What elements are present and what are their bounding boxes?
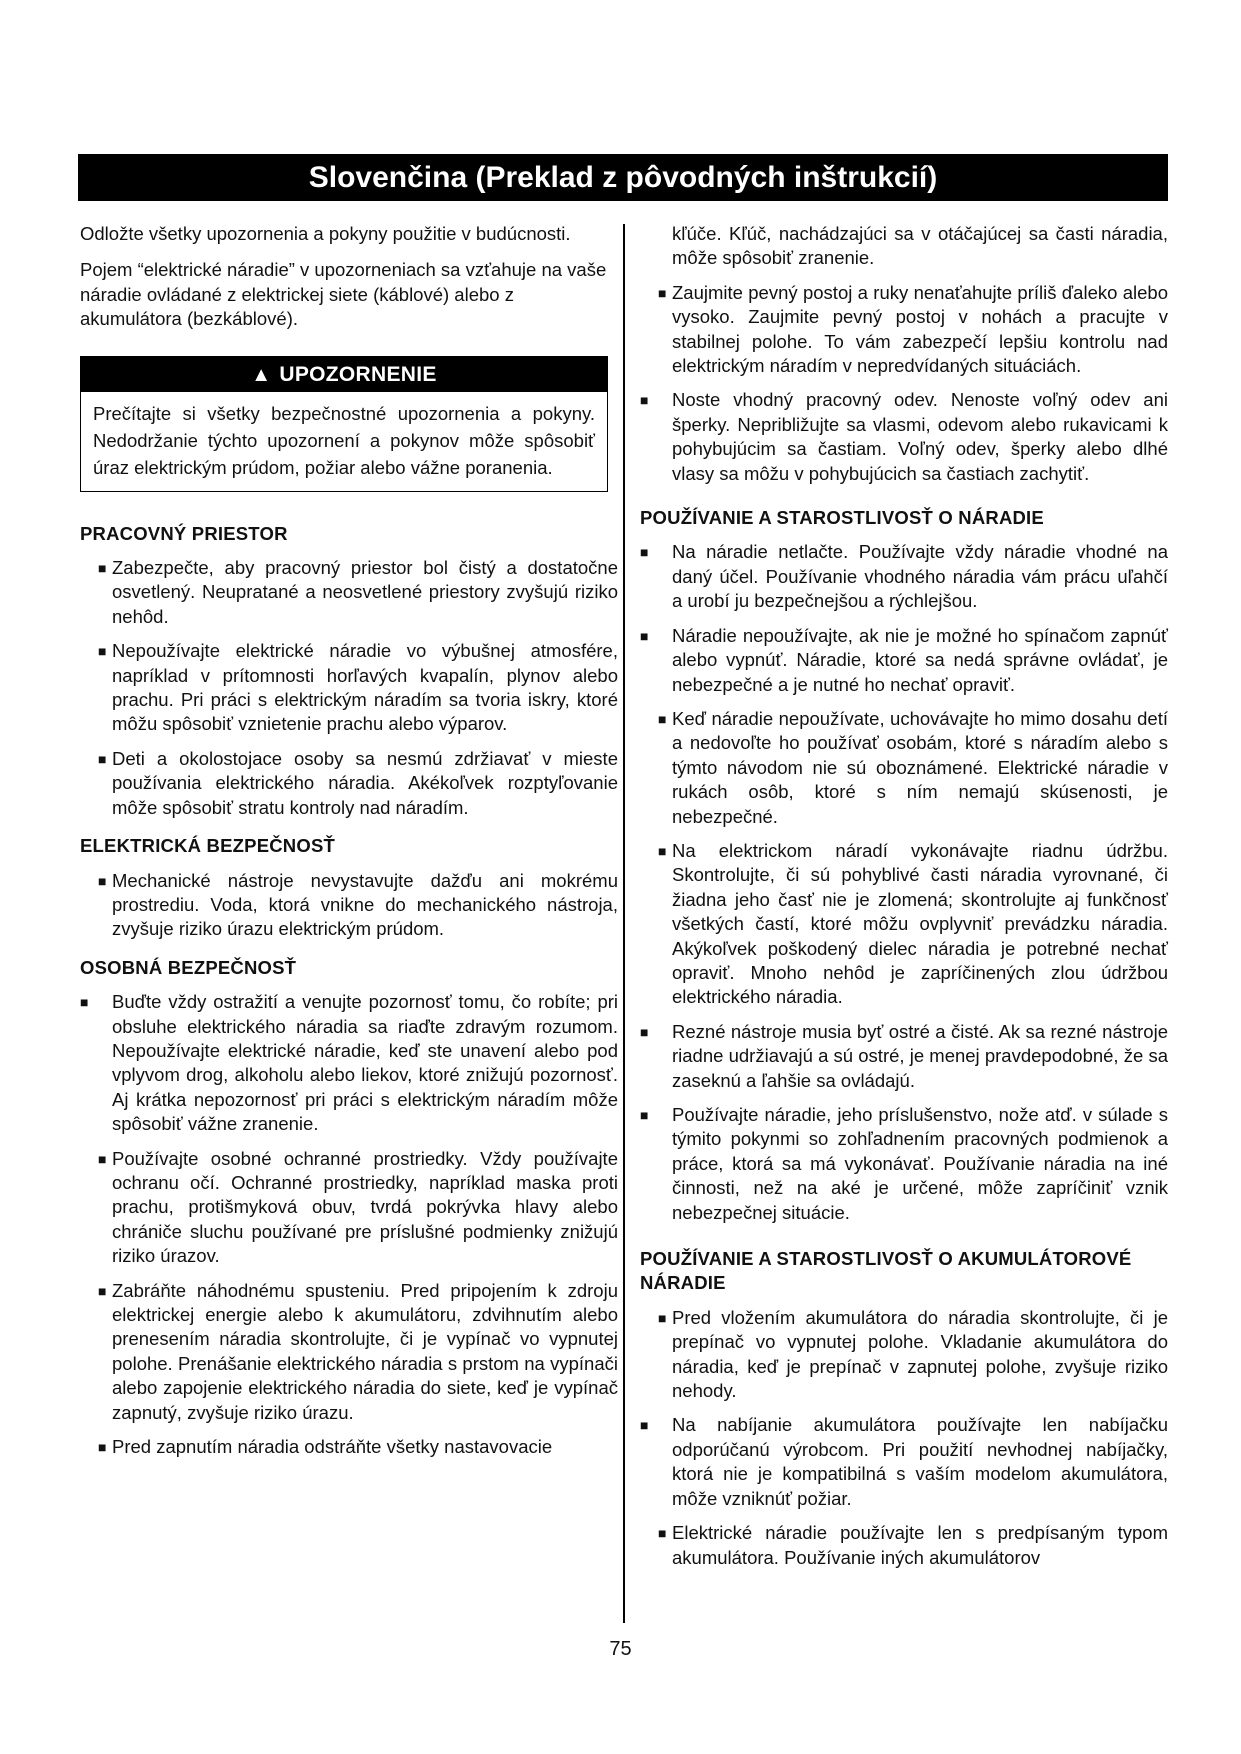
left-column — [80, 222, 618, 1469]
bullet-icon: ■ — [658, 710, 667, 727]
section-heading-work-area: PRACOVNÝ PRIESTOR — [80, 522, 288, 544]
list-item: ■ Zabezpečte, aby pracovný priestor bol čistý a dostatočne osvetlený. Neupratané a neosvetlené priestory zvyšujú riziko nehôd. — [98, 557, 618, 627]
bullet-icon: ■ — [658, 1309, 667, 1326]
warning-header — [81, 357, 607, 392]
list-item: ■ Nepoužívajte elektrické náradie vo výbušnej atmosfére, napríklad v prítomnosti horľavých kvapalín, plynov alebo prachu. Pri práci s elektrickým náradím sa tvoria iskry, ktoré môžu spôsobiť vznietenie prachu alebo výparov. — [98, 640, 618, 735]
bullet-icon: ■ — [640, 1417, 649, 1434]
bullet-icon: ■ — [98, 750, 107, 767]
bullet-icon: ■ — [98, 872, 107, 889]
list-item: ■ Používajte osobné ochranné prostriedky. Vždy používajte ochranu očí. Ochranné prostriedky, napríklad maska proti prachu, protišmyková obuv, tvrdá pokrývka hlavy alebo chrániče sluchu používané pre príslušné podmienky znižujú riziko úrazov. — [98, 1147, 618, 1267]
list-item: ■ Zaujmite pevný postoj a ruky nenaťahujte príliš ďaleko alebo vysoko. Zaujmite pevný postoj v nohách a pracujte v stabilnej polohe. To vám zabezpečí lepšiu kontrolu nad elektrickým náradím v nepredvídaných situáciách. — [658, 281, 1168, 377]
list-item: ■ Keď náradie nepoužívate, uchovávajte ho mimo dosahu detí a nedovoľte ho používať osobám, ktoré s náradím alebo s týmto návodom nie sú oboznámené. Elektrické náradie v rukách osôb, ktoré s ním nemajú skúsenosti, je nebezpečné. — [658, 707, 1168, 827]
warning-box — [80, 356, 608, 492]
bullet-icon: ■ — [658, 284, 667, 301]
column-divider — [623, 224, 625, 1623]
bullet-icon: ■ — [640, 392, 649, 409]
right-column — [640, 222, 1168, 1580]
list-item: ■ Deti a okolostojace osoby sa nesmú zdržiavať v mieste používania elektrického náradia. Akékoľvek rozptyľovanie môže spôsobiť stratu kontroly nad náradím. — [98, 747, 618, 818]
bullet-icon: ■ — [98, 1439, 107, 1456]
list-item: ■ Pred zapnutím náradia odstráňte všetky nastavovacie — [80, 1435, 618, 1459]
bullet-icon: ■ — [98, 1282, 107, 1299]
continuation-text: kľúče. Kľúč, nachádzajúci sa v otáčajúcej sa časti náradia, môže spôsobiť zranenie. — [672, 223, 1168, 269]
list-item: ■ Na nabíjanie akumulátora používajte len nabíjačku odporúčanú výrobcom. Pri použití nevhodnej nabíjačky, ktorá nie je kompatibilná s vaším modelom akumulátora, môže vzniknúť požiar. — [640, 1414, 1168, 1509]
list-item: ■ Pred vložením akumulátora do náradia skontrolujte, či je prepínač vo vypnutej polohe. Vkladanie akumulátora do náradia, keď je prepínač v zapnutej polohe, zvyšuje riziko nehody. — [658, 1306, 1168, 1402]
bullet-icon: ■ — [640, 627, 649, 644]
list-item: ■ Zabráňte náhodnému spusteniu. Pred pripojením k zdroju elektrickej energie alebo k akumulátoru, zdvihnutím alebo prenesením náradia skontrolujte, či je vypínač vo vypnutej polohe. Prenášanie elektrického náradia s prstom na vypínači alebo zapojenie elektrického náradia do siete, keď je vypínač zapnutý, zvyšuje riziko úrazu. — [98, 1279, 618, 1423]
list-item: ■ Rezné nástroje musia byť ostré a čisté. Ak sa rezné nástroje riadne udržiavajú a sú ostré, je menej pravdepodobné, že sa zaseknú a ľahšie sa ovládajú. — [640, 1020, 1168, 1091]
bullet-icon: ■ — [640, 1023, 649, 1040]
list-item: ■ Buďte vždy ostražití a venujte pozornosť tomu, čo robíte; pri obsluhe elektrického náradia sa riaďte zdravým rozumom. Nepoužívajte elektrické náradie, keď ste unavení alebo pod vplyvom drog, alkoholu alebo liekov, ktoré znižujú pozornosť. Aj krátka nepozornosť pri práci s elektrickým náradím môže spôsobiť vážne zranenie. — [80, 991, 618, 1135]
bullet-icon: ■ — [640, 544, 649, 561]
list-item: ■ Mechanické nástroje nevystavujte dažďu ani mokrému prostrediu. Voda, ktorá vnikne do mechanického nástroja, zvyšuje riziko úrazu elektrickým prúdom. — [98, 869, 618, 940]
bullet-icon: ■ — [658, 842, 667, 859]
list-item: ■ Na náradie netlačte. Používajte vždy náradie vhodné na daný účel. Používanie vhodného náradia vám prácu uľahčí a urobí ju bezpečnejšou a rýchlejšou. — [640, 541, 1168, 612]
bullet-icon: ■ — [98, 643, 107, 660]
warning-text: Prečítajte si všetky bezpečnostné upozornenia a pokyny. Nedodržanie týchto upozornení a pokynov môže spôsobiť úraz elektrickým prúdom, požiar alebo vážne poranenia. — [93, 402, 595, 478]
page-title: Slovenčina (Preklad z pôvodných inštrukcií) — [78, 154, 1168, 201]
intro-paragraph: Odložte všetky upozornenia a pokyny použitie v budúcnosti. — [80, 223, 571, 244]
section-heading-tool-use: POUŽÍVANIE A STAROSTLIVOSŤ O NÁRADIE — [640, 507, 1044, 529]
section-heading-battery-tool-use: POUŽÍVANIE A STAROSTLIVOSŤ O AKUMULÁTOROVÉ NÁRADIE — [640, 1248, 1132, 1294]
section-heading-electrical-safety: ELEKTRICKÁ BEZPEČNOSŤ — [80, 835, 335, 857]
section-heading-personal-safety: OSOBNÁ BEZPEČNOSŤ — [80, 956, 297, 978]
page-number: 75 — [609, 1638, 632, 1660]
warning-heading: UPOZORNENIE — [279, 362, 437, 386]
intro-paragraph: Pojem “elektrické náradie” v upozorneniach sa vzťahuje na vaše náradie ovládané z elektrickej siete (káblové) alebo z akumulátora (bezkáblové). — [80, 259, 607, 330]
bullet-icon: ■ — [98, 560, 107, 577]
bullet-icon: ■ — [658, 1525, 667, 1542]
list-item: ■ Náradie nepoužívajte, ak nie je možné ho spínačom zapnúť alebo vypnúť. Náradie, ktoré sa nedá správne ovládať, je nebezpečné a je nutné ho nechať opraviť. — [640, 624, 1168, 695]
list-item: ■ Elektrické náradie používajte len s predpísaným typom akumulátora. Používanie iných akumulátorov — [658, 1522, 1168, 1568]
list-item: ■ Používajte náradie, jeho príslušenstvo, nože atď. v súlade s týmito pokynmi so zohľadnením pracovných podmienok a práce, ktorá sa má vykonávať. Používanie náradia na iné činnosti, než na aké je určené, môže zapríčiniť vznik nebezpečnej situácie. — [640, 1104, 1168, 1223]
bullet-icon: ■ — [80, 994, 89, 1011]
list-item: ■ Na elektrickom náradí vykonávajte riadnu údržbu. Skontrolujte, či sú pohyblivé časti náradia vyrovnané, či žiadna jeho časť nie je zlomená; skontrolujte aj funkčnosť všetkých častí, ktoré môžu ovplyvniť prevádzku náradia. Akýkoľvek poškodený dielec náradia je potrebné nechať opraviť. Mnoho nehôd je zapríčinených zlou údržbou elektrického náradia. — [658, 839, 1168, 1008]
warning-triangle-icon: ▲ — [251, 363, 272, 386]
bullet-icon: ■ — [98, 1150, 107, 1167]
list-item: ■ Noste vhodný pracovný odev. Nenoste voľný odev ani šperky. Nepribližujte sa vlasmi, odevom alebo rukavicami k pohybujúcim sa častiam. Voľný odev, šperky alebo dlhé vlasy sa môžu v pohybujúcich sa častiach zachytiť. — [640, 389, 1168, 484]
bullet-icon: ■ — [640, 1107, 649, 1123]
